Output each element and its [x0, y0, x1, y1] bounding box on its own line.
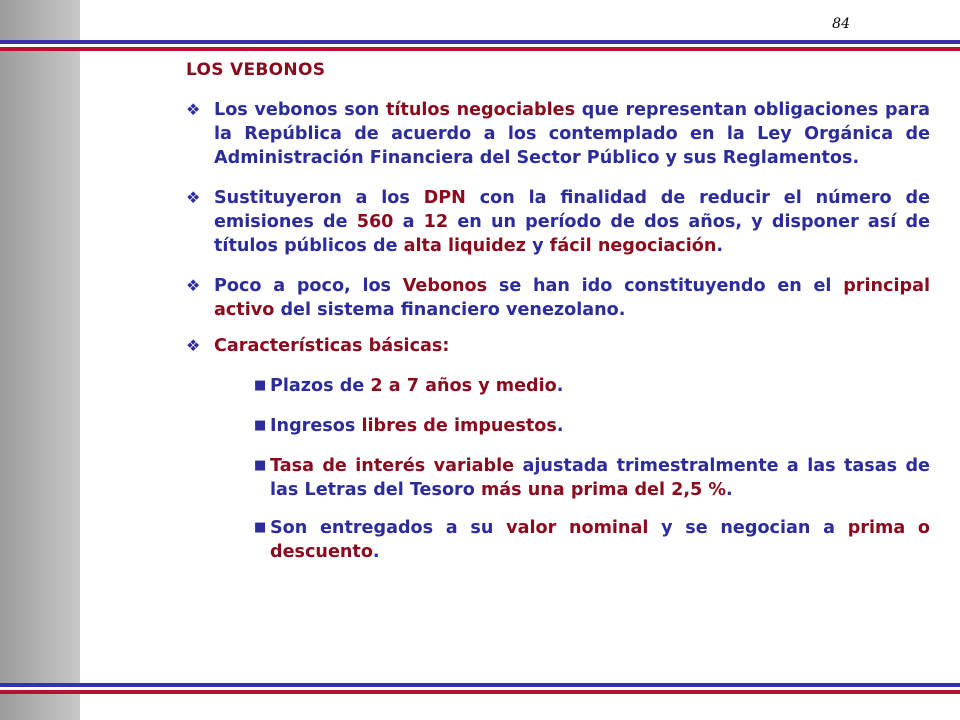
square-bullet-icon: ■: [254, 458, 267, 473]
sub-item-rate: ■ Tasa de interés variable ajustada trimestralmente a las tasas de las Letras del Tesoro más una prima del 2,5 %.: [254, 456, 930, 500]
diamond-bullet-icon: ❖: [186, 276, 201, 295]
sub-item-nominal-value: ■ Son entregados a su valor nominal y se negocian a prima o descuento.: [254, 518, 930, 562]
square-bullet-icon: ■: [254, 418, 267, 433]
paragraph-definition: ❖ Los vebonos son títulos negociables que representan obligaciones para la República de acuerdo a los contemplado en la Ley Orgánica de Administración Financiera del Sector Público y sus Reglamentos.: [186, 100, 930, 168]
top-rule: [0, 40, 960, 51]
diamond-bullet-icon: ❖: [186, 336, 201, 355]
paragraph-main-asset: ❖ Poco a poco, los Vebonos se han ido constituyendo en el principal activo del sistema financiero venezolano.: [186, 276, 930, 320]
square-bullet-icon: ■: [254, 378, 267, 393]
left-decorative-bar: [0, 0, 80, 720]
square-bullet-icon: ■: [254, 520, 267, 535]
paragraph-replacement: ❖ Sustituyeron a los DPN con la finalidad de reducir el número de emisiones de 560 a 12 en un período de dos años, y disponer así de títulos públicos de alta liquidez y fácil negociación.: [186, 188, 931, 256]
diamond-bullet-icon: ❖: [186, 188, 201, 207]
sub-item-income: ■ Ingresos libres de impuestos.: [254, 416, 564, 436]
page-number: 84: [832, 16, 850, 32]
paragraph-characteristics: ❖ Características básicas:: [186, 336, 450, 356]
sub-item-terms: ■ Plazos de 2 a 7 años y medio.: [254, 376, 564, 396]
section-heading: LOS VEBONOS: [186, 60, 326, 80]
slide-content: [186, 58, 930, 582]
diamond-bullet-icon: ❖: [186, 100, 201, 119]
bottom-rule: [0, 683, 960, 694]
